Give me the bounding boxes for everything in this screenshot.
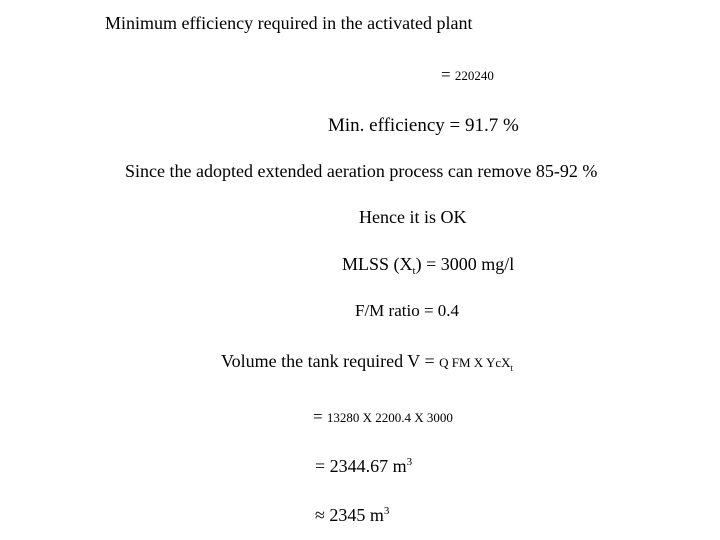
rounded-result-text: ≈ 2345 m <box>315 505 384 525</box>
volume-formula: Q FM X YcX <box>439 355 511 370</box>
mlss-line <box>342 255 514 277</box>
volume-text: Volume the tank required V = <box>221 351 435 371</box>
fm-ratio-text: F/M ratio = 0.4 <box>355 301 460 320</box>
calc-equals: = <box>313 407 323 426</box>
efficiency-equation <box>441 66 494 83</box>
mlss-subscript: t <box>412 265 416 277</box>
mlss-text-start: MLSS (X <box>342 254 413 274</box>
efficiency-fraction: 220240 <box>454 68 494 83</box>
since-text: Since the adopted extended aeration process can remove 85-92 % <box>125 161 598 181</box>
volume-line <box>221 352 513 373</box>
fm-ratio-line <box>355 302 459 319</box>
hence-line <box>359 208 466 226</box>
since-line <box>125 162 597 180</box>
hence-text: Hence it is OK <box>359 207 467 227</box>
min-efficiency-line <box>328 116 519 135</box>
heading-line <box>105 14 473 32</box>
calc-expression: 13280 X 2200.4 X 3000 <box>326 410 453 425</box>
min-efficiency-text: Min. efficiency = 91.7 % <box>328 115 519 136</box>
calculation-line <box>313 408 453 425</box>
rounded-result-line <box>315 506 389 524</box>
heading-text: Minimum efficiency required in the activated plant <box>105 13 473 33</box>
rounded-result-superscript: 3 <box>383 505 390 517</box>
mlss-text-end: ) = 3000 mg/l <box>415 254 515 274</box>
result-text: = 2344.67 m <box>315 456 407 476</box>
result-line <box>315 457 412 475</box>
volume-subscript: t <box>510 363 514 373</box>
result-superscript: 3 <box>406 456 413 468</box>
equals-sign: = <box>441 65 451 84</box>
